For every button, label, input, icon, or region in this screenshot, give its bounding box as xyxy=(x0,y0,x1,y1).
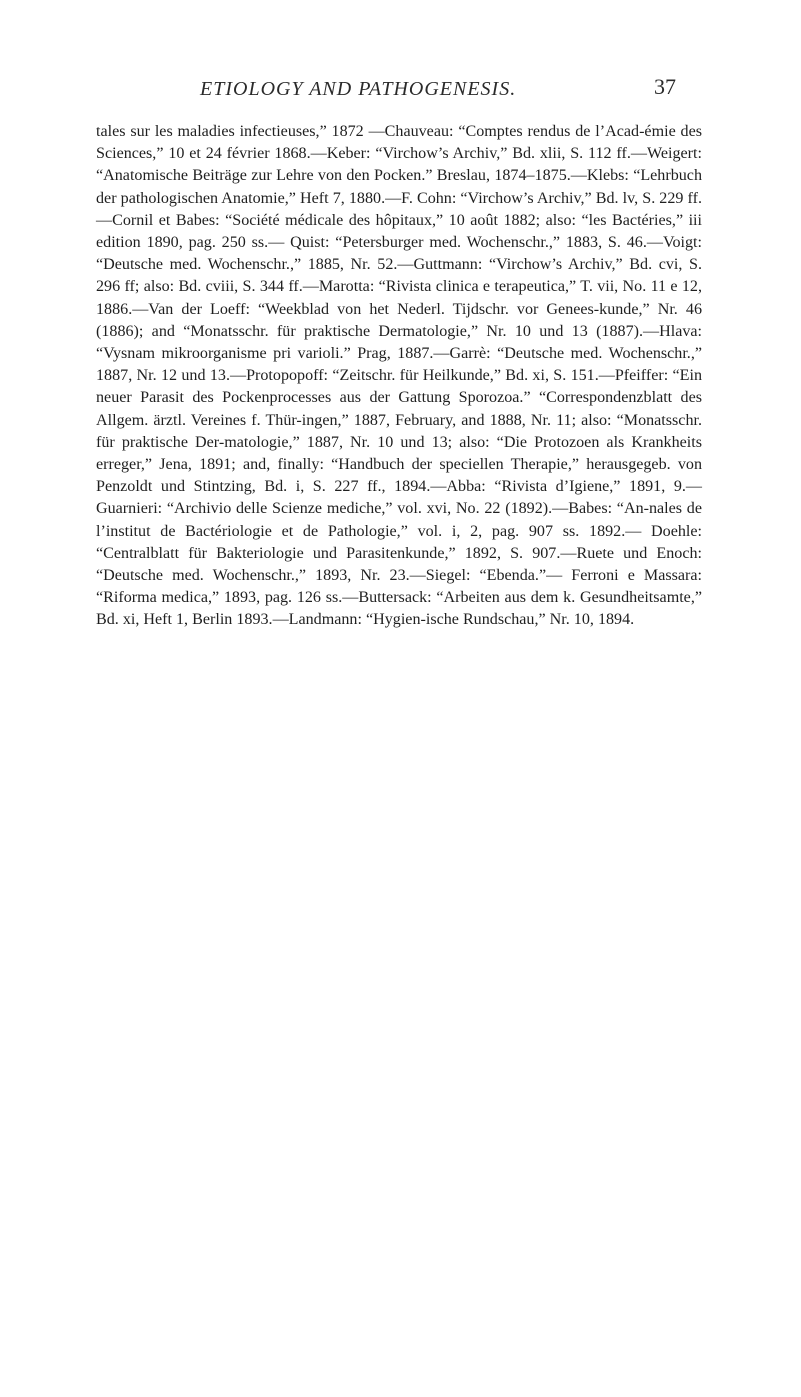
running-head: ETIOLOGY AND PATHOGENESIS. xyxy=(200,78,517,100)
bibliography-paragraph: tales sur les maladies infectieuses,” 1872 —Chauveau: “Comptes rendus de l’Acad-émie des Sciences,” 10 et 24 février 1868.—Keber: “Virchow’s Archiv,” Bd. xlii, S. 112 ff.—Weigert: “Anatomische Beiträge zur Lehre von den Pocken.” Breslau, 1874–1875.—Klebs: “Lehrbuch der pathologischen Anatomie,” Heft 7, 1880.—F. Cohn: “Virchow’s Archiv,” Bd. lv, S. 229 ff.—Cornil et Babes: “Société médicale des hôpitaux,” 10 août 1882; also: “les Bactéries,” iii edition 1890, pag. 250 ss.— Quist: “Petersburger med. Wochenschr.,” 1883, S. 46.—Voigt: “Deutsche med. Wochenschr.,” 1885, Nr. 52.—Guttmann: “Virchow’s Archiv,” Bd. cvi, S. 296 ff; also: Bd. cviii, S. 344 ff.—Marotta: “Rivista clinica e terapeutica,” T. vii, No. 11 e 12, 1886.—Van der Loeff: “Weekblad von het Nederl. Tijdschr. vor Genees-kunde,” Nr. 46 (1886); and “Monatsschr. für praktische Dermatologie,” Nr. 10 und 13 (1887).—Hlava: “Vysnam mikroorganisme pri varioli.” Prag, 1887.—Garrè: “Deutsche med. Wochenschr.,” 1887, Nr. 12 und 13.—Protopopoff: “Zeitschr. für Heilkunde,” Bd. xi, S. 151.—Pfeiffer: “Ein neuer Parasit des Pockenprocesses aus der Gattung Sporozoa.” “Correspondenzblatt des Allgem. ärztl. Vereines f. Thür-ingen,” 1887, February, and 1888, Nr. 11; also: “Monatsschr. für praktische Der-matologie,” 1887, Nr. 10 und 13; also: “Die Protozoen als Krankheits erreger,” Jena, 1891; and, finally: “Handbuch der speciellen Therapie,” herausgegeb. von Penzoldt und Stintzing, Bd. i, S. 227 ff., 1894.—Abba: “Rivista d’Igiene,” 1891, 9.— Guarnieri: “Archivio delle Scienze mediche,” vol. xvi, No. 22 (1892).—Babes: “An-nales de l’institut de Bactériologie et de Pathologie,” vol. i, 2, pag. 907 ss. 1892.— Doehle: “Centralblatt für Bakteriologie und Parasitenkunde,” 1892, S. 907.—Ruete und Enoch: “Deutsche med. Wochenschr.,” 1893, Nr. 23.—Siegel: “Ebenda.”— Ferroni e Massara: “Riforma medica,” 1893, pag. 126 ss.—Buttersack: “Arbeiten aus dem k. Gesundheitsamte,” Bd. xi, Heft 1, Berlin 1893.—Landmann: “Hygien-ische Rundschau,” Nr. 10, 1894. xyxy=(96,123,702,629)
page-number: 37 xyxy=(654,74,676,99)
